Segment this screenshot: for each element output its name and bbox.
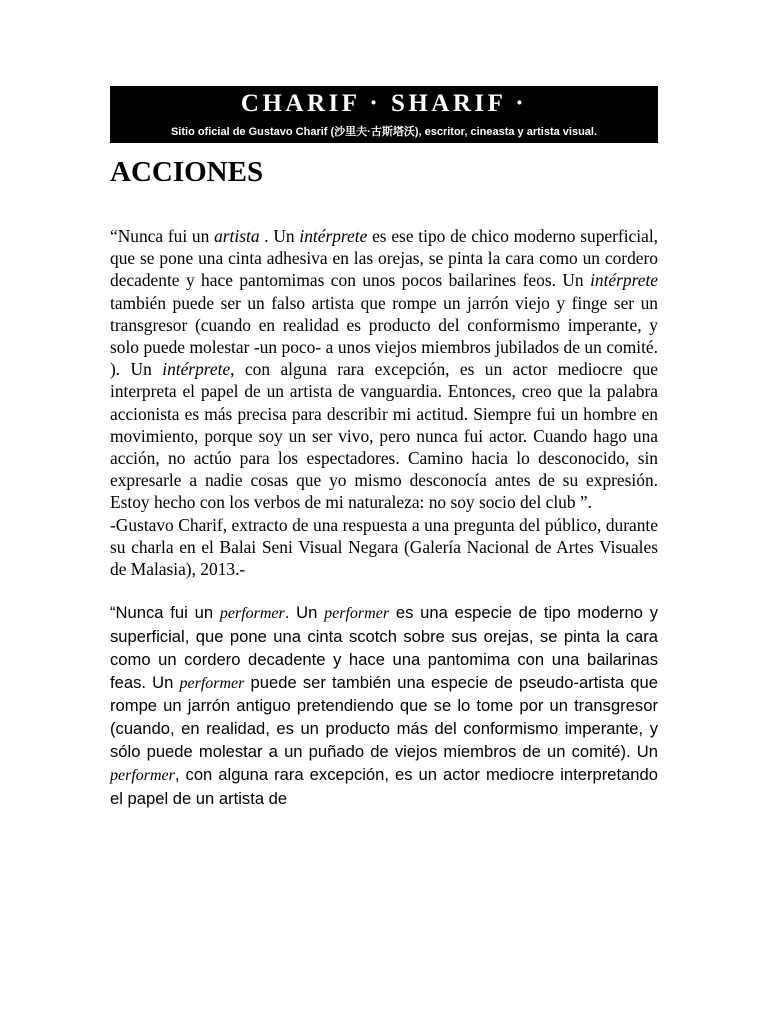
text-run: , con alguna rara excepción, es un actor mediocre interpretando el papel de un artista de bbox=[110, 764, 658, 808]
text-run: “Nunca fui un bbox=[110, 603, 220, 623]
text-run: “Nunca fui un bbox=[110, 226, 215, 246]
text-run: puede ser también una especie de pseudo-artista que rompe un jarrón antiguo pretendiendo que se lo tome por un transgresor (cuando, en realidad, es un producto más del conformismo imperante, y sólo puede molestar a un puñado de viejos miembros de un comité). Un bbox=[110, 672, 658, 762]
italic-term: performer bbox=[179, 674, 245, 692]
italic-term: performer bbox=[324, 605, 390, 623]
italic-term: intérprete bbox=[162, 359, 231, 380]
italic-term: intérprete bbox=[299, 226, 368, 246]
paragraph-quote-es bbox=[110, 225, 658, 580]
site-banner bbox=[110, 86, 658, 143]
text-run: . Un bbox=[284, 603, 325, 623]
page-title: ACCIONES bbox=[110, 156, 264, 188]
document-page bbox=[110, 86, 658, 810]
text-run: , con alguna rara excepción, es un actor mediocre que interpreta el papel de un artista de vanguardia. Entonces, creo que la palabra accionista es más precisa para describir mi actitud. Siempre fui un hombre en movimiento, porque soy un ser vivo, pero nunca fui actor. Cuando hago una acción, no actúo para los espectadores. Camino hacia lo desconocido, sin expresarle a nadie cosas que yo mismo desconocía antes de su expresión. Estoy hecho con los verbos de mi naturaleza: no soy socio del club ”. bbox=[110, 359, 658, 513]
text-run: es ese tipo de chico moderno superficial, que se pone una cinta adhesiva en las orejas, se pinta la cara como un cordero decadente y hace pantomimas con unos pocos bailarines feos. Un bbox=[110, 226, 659, 291]
site-title[interactable]: CHARIF · SHARIF · bbox=[240, 90, 528, 117]
text-run: . Un bbox=[259, 226, 300, 246]
italic-term: intérprete bbox=[590, 270, 658, 291]
paragraph-quote-alt bbox=[110, 602, 658, 810]
text-run: es una especie de tipo moderno y superficial, que pone una cinta scotch sobre sus orejas, se pinta la cara como un cordero decadente y hace una pantomima con una bailarinas feas. Un bbox=[110, 603, 658, 692]
italic-term: artista bbox=[214, 226, 260, 246]
attribution: -Gustavo Charif, extracto de una respuesta a una pregunta del público, durante su charla en el Balai Seni Visual Negara (Galería Nacional de Artes Visuales de Malasia), 2013.- bbox=[110, 514, 658, 580]
site-subtitle: Sitio oficial de Gustavo Charif (沙里夫·古斯塔沃), escritor, cineasta y artista visual. bbox=[170, 126, 598, 138]
italic-term: performer bbox=[110, 766, 175, 784]
text-run: también puede ser un falso artista que rompe un jarrón viejo y finge ser un transgresor (cuando en realidad es producto del conformismo imperante, y solo puede molestar -un poco- a unos viejos miembros jubilados de un comité. ). Un bbox=[110, 292, 658, 380]
italic-term: performer bbox=[219, 605, 285, 623]
